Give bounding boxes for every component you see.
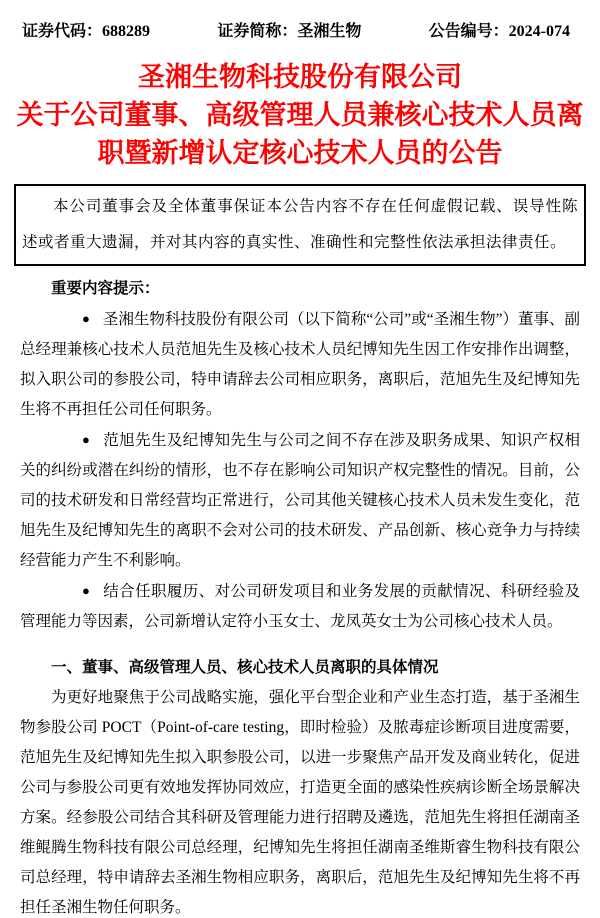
board-liability-statement-box	[14, 184, 586, 266]
bullet-icon: ●	[82, 311, 90, 326]
notice-bullet-text: 范旭先生及纪博知先生与公司之间不存在涉及职务成果、知识产权相关的纠纷或潜在纠纷的情形，也不存在影响公司知识产权完整性的情况。目前，公司的技术研发和日常经营均正常进行，公司其他关键核心技术人员未发生变化，范旭先生及纪博知先生的离职不会对公司的技术研发、产品创新、核心竞争力与持续经营能力产生不利影响。	[20, 432, 580, 569]
notice-bullet-text: 结合任职履历、对公司研发项目和业务发展的贡献情况、科研经验及管理能力等因素，公司新增认定符小玉女士、龙凤英女士为公司核心技术人员。	[20, 583, 580, 630]
notice-bullet-item	[20, 304, 580, 425]
board-liability-statement: 本公司董事会及全体董事保证本公告内容不存在任何虚假记载、误导性陈述或者重大遗漏，并对其内容的真实性、准确性和完整性依法承担法律责任。	[22, 198, 578, 251]
notice-bullet-item	[20, 425, 580, 576]
notice-bullet-item	[20, 576, 580, 637]
bullet-icon: ●	[82, 583, 90, 598]
section-1-paragraph: 为更好地聚焦于公司战略实施，强化平台型企业和产业生态打造，基于圣湘生物参股公司 POCT（Point-of-care testing，即时检验）及脓毒症诊断项目进度需要，范旭先生及纪博知先生拟入职参股公司，以进一步聚焦产品开发及商业转化，促进公司与参股公司更有效地发挥协同效应，打造更全面的感染性疾病诊断全场景解决方案。经参股公司结合其科研及管理能力进行招聘及遴选，范旭先生将担任湖南圣维鲲腾生物科技有限公司总经理，纪博知先生将担任湖南圣维斯睿生物科技有限公司总经理，特申请辞去圣湘生物相应职务，离职后，范旭先生及纪博知先生将不再担任圣湘生物任何职务。	[20, 689, 580, 916]
stock-code: 证券代码：688289	[22, 23, 151, 40]
announcement-number: 公告编号：2024-074	[428, 23, 570, 40]
notice-bullet-text: 圣湘生物科技股份有限公司（以下简称“公司”或“圣湘生物”）董事、副总经理兼核心技术人员范旭先生及核心技术人员纪博知先生因工作安排作出调整，拟入职公司的参股公司，特申请辞去公司相应职务，离职后，范旭先生及纪博知先生将不再担任公司任何职务。	[20, 311, 580, 418]
announcement-title	[12, 58, 588, 172]
title-line-subject-1: 关于公司董事、高级管理人员兼核心技术人员离	[16, 100, 584, 130]
important-notice-label: 重要内容提示：	[51, 280, 160, 297]
stock-short-name: 证券简称：圣湘生物	[217, 23, 362, 40]
title-line-company: 圣湘生物科技股份有限公司	[138, 62, 462, 92]
title-line-subject-2: 职暨新增认定核心技术人员的公告	[97, 138, 503, 168]
section-1-heading: 一、董事、高级管理人员、核心技术人员离职的具体情况	[51, 659, 439, 676]
document-body	[20, 274, 580, 918]
bullet-icon: ●	[82, 432, 90, 447]
securities-header	[22, 22, 570, 42]
